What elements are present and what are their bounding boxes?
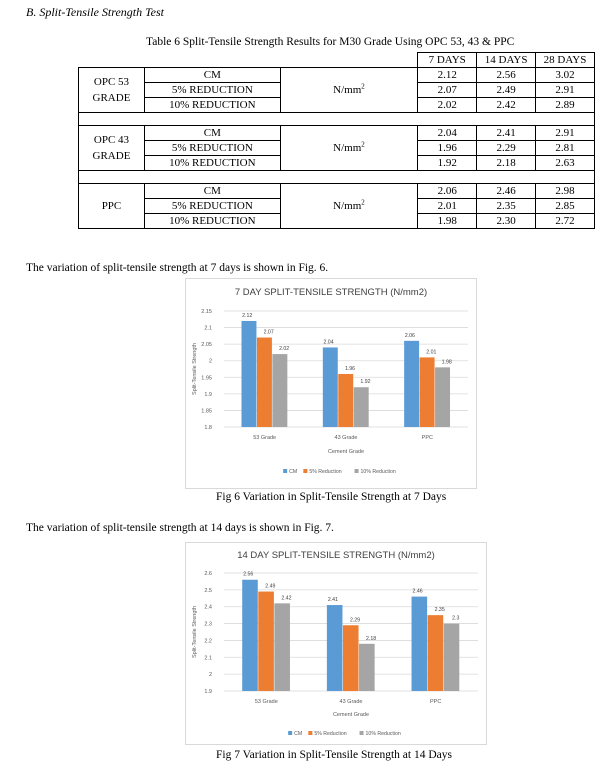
strength-table — [78, 52, 595, 229]
bar-10-reduction — [444, 624, 460, 691]
value-cell: 2.49 — [477, 83, 536, 98]
data-label: 2.01 — [426, 349, 437, 356]
value-cell: 2.12 — [418, 68, 477, 83]
value-cell: 1.98 — [418, 214, 477, 229]
fig7-caption: Fig 7 Variation in Split-Tensile Strength at 14 Days — [216, 749, 452, 761]
data-label: 2.3 — [452, 615, 460, 622]
value-cell: 2.30 — [477, 214, 536, 229]
bar-5-reduction — [420, 357, 435, 427]
mix-cell: 10% REDUCTION — [144, 156, 280, 171]
value-cell: 2.46 — [477, 184, 536, 199]
x-axis-label: Cement Grade — [327, 449, 365, 455]
data-label: 2.02 — [279, 346, 290, 353]
data-label: 2.46 — [412, 588, 423, 595]
legend-swatch — [288, 731, 292, 735]
value-cell: 2.41 — [477, 126, 536, 141]
mix-cell: CM — [144, 184, 280, 199]
table-row — [79, 68, 595, 83]
y-tick-label: 1.85 — [201, 408, 212, 415]
section-heading: B. Split-Tensile Strength Test — [26, 5, 165, 19]
bar-5-reduction — [257, 338, 272, 427]
bar-cm — [412, 597, 428, 691]
separator-cell — [79, 171, 595, 184]
bar-10-reduction — [274, 603, 290, 691]
paragraph-fig6: The variation of split-tensile strength at 7 days is shown in Fig. 6. — [26, 262, 329, 274]
y-tick-label: 2.1 — [204, 655, 212, 662]
legend-swatch — [355, 469, 359, 473]
value-cell: 2.91 — [536, 126, 595, 141]
value-cell: 2.89 — [536, 98, 595, 113]
bar-10-reduction — [354, 387, 369, 427]
mix-cell: 5% REDUCTION — [144, 141, 280, 156]
y-tick-label: 2.3 — [204, 621, 212, 628]
data-label: 1.98 — [441, 359, 452, 366]
y-tick-label: 2.4 — [204, 604, 212, 611]
y-tick-label: 1.9 — [204, 689, 212, 695]
mix-cell: 10% REDUCTION — [144, 214, 280, 229]
data-label: 2.49 — [265, 583, 276, 590]
table-body — [79, 68, 595, 229]
y-tick-label: 2.15 — [201, 309, 212, 315]
value-cell: 2.42 — [477, 98, 536, 113]
table-header-row — [79, 53, 595, 68]
y-axis-label: Split-Tensile Strength — [192, 606, 198, 658]
data-label: 2.41 — [327, 597, 338, 604]
value-cell: 2.85 — [536, 199, 595, 214]
data-label: 2.07 — [263, 329, 274, 336]
y-tick-label: 2.05 — [201, 342, 212, 349]
x-tick-label: PPC — [421, 435, 433, 441]
legend-swatch — [283, 469, 287, 473]
legend-label: CM — [289, 469, 298, 475]
unit-text: N/mm — [333, 83, 362, 96]
table-row — [79, 126, 595, 141]
grade-cell: PPC — [79, 184, 145, 229]
data-label: 2.18 — [366, 635, 377, 642]
chart-title: 7 DAY SPLIT-TENSILE STRENGTH (N/mm2) — [234, 287, 428, 298]
bar-10-reduction — [272, 354, 287, 427]
mix-cell: 5% REDUCTION — [144, 199, 280, 214]
data-label: 2.56 — [243, 571, 254, 578]
legend-label: 5% Reduction — [314, 731, 347, 737]
unit-superscript: 2 — [361, 197, 365, 206]
y-tick-label: 2 — [208, 358, 212, 365]
y-tick-label: 1.9 — [204, 391, 212, 398]
value-cell: 1.96 — [418, 141, 477, 156]
bar-10-reduction — [435, 367, 450, 427]
legend-label: 10% Reduction — [365, 731, 401, 737]
data-label: 1.92 — [360, 379, 371, 386]
separator-cell — [79, 113, 595, 126]
value-cell: 2.91 — [536, 83, 595, 98]
unit-cell — [280, 126, 418, 171]
value-cell: 2.04 — [418, 126, 477, 141]
bar-cm — [327, 605, 343, 691]
data-label: 2.35 — [434, 607, 445, 614]
value-cell: 2.01 — [418, 199, 477, 214]
x-tick-label: 43 Grade — [339, 699, 363, 705]
mix-cell: 5% REDUCTION — [144, 83, 280, 98]
value-cell: 2.29 — [477, 141, 536, 156]
value-cell: 2.07 — [418, 83, 477, 98]
y-tick-label: 1.95 — [201, 375, 212, 382]
unit-text: N/mm — [333, 141, 362, 154]
y-tick-label: 2.5 — [204, 587, 212, 594]
x-tick-label: 43 Grade — [334, 435, 358, 441]
fig6-caption: Fig 6 Variation in Split-Tensile Strength at 7 Days — [216, 491, 447, 503]
x-tick-label: 53 Grade — [253, 435, 277, 441]
legend-label: 5% Reduction — [309, 469, 342, 475]
bar-5-reduction — [428, 615, 444, 691]
data-label: 2.04 — [323, 339, 334, 346]
bar-cm — [323, 347, 338, 427]
table-caption: Table 6 Split-Tensile Strength Results for M30 Grade Using OPC 53, 43 & PPC — [146, 36, 515, 48]
grade-cell: OPC 53 GRADE — [79, 68, 145, 113]
bar-10-reduction — [359, 644, 375, 691]
y-tick-label: 2.1 — [204, 325, 212, 332]
chart-legend — [288, 731, 401, 737]
grade-cell: OPC 43 GRADE — [79, 126, 145, 171]
value-cell: 2.98 — [536, 184, 595, 199]
column-header: 7 DAYS — [418, 53, 477, 68]
bar-cm — [242, 580, 258, 691]
legend-swatch — [308, 731, 312, 735]
table-row — [79, 184, 595, 199]
paragraph-fig7: The variation of split-tensile strength at 14 days is shown in Fig. 7. — [26, 522, 334, 534]
column-header: 14 DAYS — [477, 53, 536, 68]
bar-5-reduction — [258, 592, 274, 691]
y-tick-label: 2 — [208, 672, 212, 679]
x-tick-label: 53 Grade — [254, 699, 278, 705]
chart-title: 14 DAY SPLIT-TENSILE STRENGTH (N/mm2) — [237, 550, 435, 561]
legend-swatch — [360, 731, 364, 735]
data-label: 1.96 — [344, 365, 356, 372]
legend-label: 10% Reduction — [360, 469, 396, 475]
bar-5-reduction — [343, 625, 359, 691]
bar-cm — [404, 341, 419, 427]
blank-cell — [79, 53, 418, 68]
mix-cell: CM — [144, 68, 280, 83]
bar-cm — [241, 321, 256, 427]
value-cell: 2.06 — [418, 184, 477, 199]
data-label: 2.12 — [242, 312, 253, 319]
unit-cell — [280, 68, 418, 113]
unit-cell — [280, 184, 418, 229]
y-tick-label: 1.8 — [204, 425, 212, 431]
value-cell: 2.18 — [477, 156, 536, 171]
x-axis-label: Cement Grade — [332, 712, 370, 718]
value-cell: 3.02 — [536, 68, 595, 83]
chart-legend — [283, 469, 396, 475]
data-label: 2.42 — [281, 595, 292, 602]
bar-5-reduction — [338, 374, 353, 427]
chart-7-day-svg — [186, 279, 476, 488]
value-cell: 2.35 — [477, 199, 536, 214]
legend-label: CM — [294, 731, 303, 737]
unit-superscript: 2 — [361, 81, 365, 90]
y-tick-label: 2.2 — [204, 638, 212, 645]
data-label: 2.06 — [404, 332, 415, 339]
value-cell: 2.63 — [536, 156, 595, 171]
mix-cell: 10% REDUCTION — [144, 98, 280, 113]
chart-14-day-svg — [186, 543, 486, 744]
separator-row — [79, 171, 595, 184]
mix-cell: CM — [144, 126, 280, 141]
chart-14-day — [185, 542, 487, 745]
value-cell: 2.56 — [477, 68, 536, 83]
unit-text: N/mm — [333, 199, 362, 212]
x-tick-label: PPC — [430, 699, 442, 705]
separator-row — [79, 113, 595, 126]
value-cell: 2.81 — [536, 141, 595, 156]
data-label: 2.29 — [349, 617, 361, 624]
value-cell: 2.72 — [536, 214, 595, 229]
y-axis-label: Split-Tensile Strength — [192, 343, 198, 395]
column-header: 28 DAYS — [536, 53, 595, 68]
chart-7-day — [185, 278, 477, 489]
value-cell: 2.02 — [418, 98, 477, 113]
value-cell: 1.92 — [418, 156, 477, 171]
legend-swatch — [303, 469, 307, 473]
unit-superscript: 2 — [361, 139, 365, 148]
y-tick-label: 2.6 — [204, 571, 212, 577]
